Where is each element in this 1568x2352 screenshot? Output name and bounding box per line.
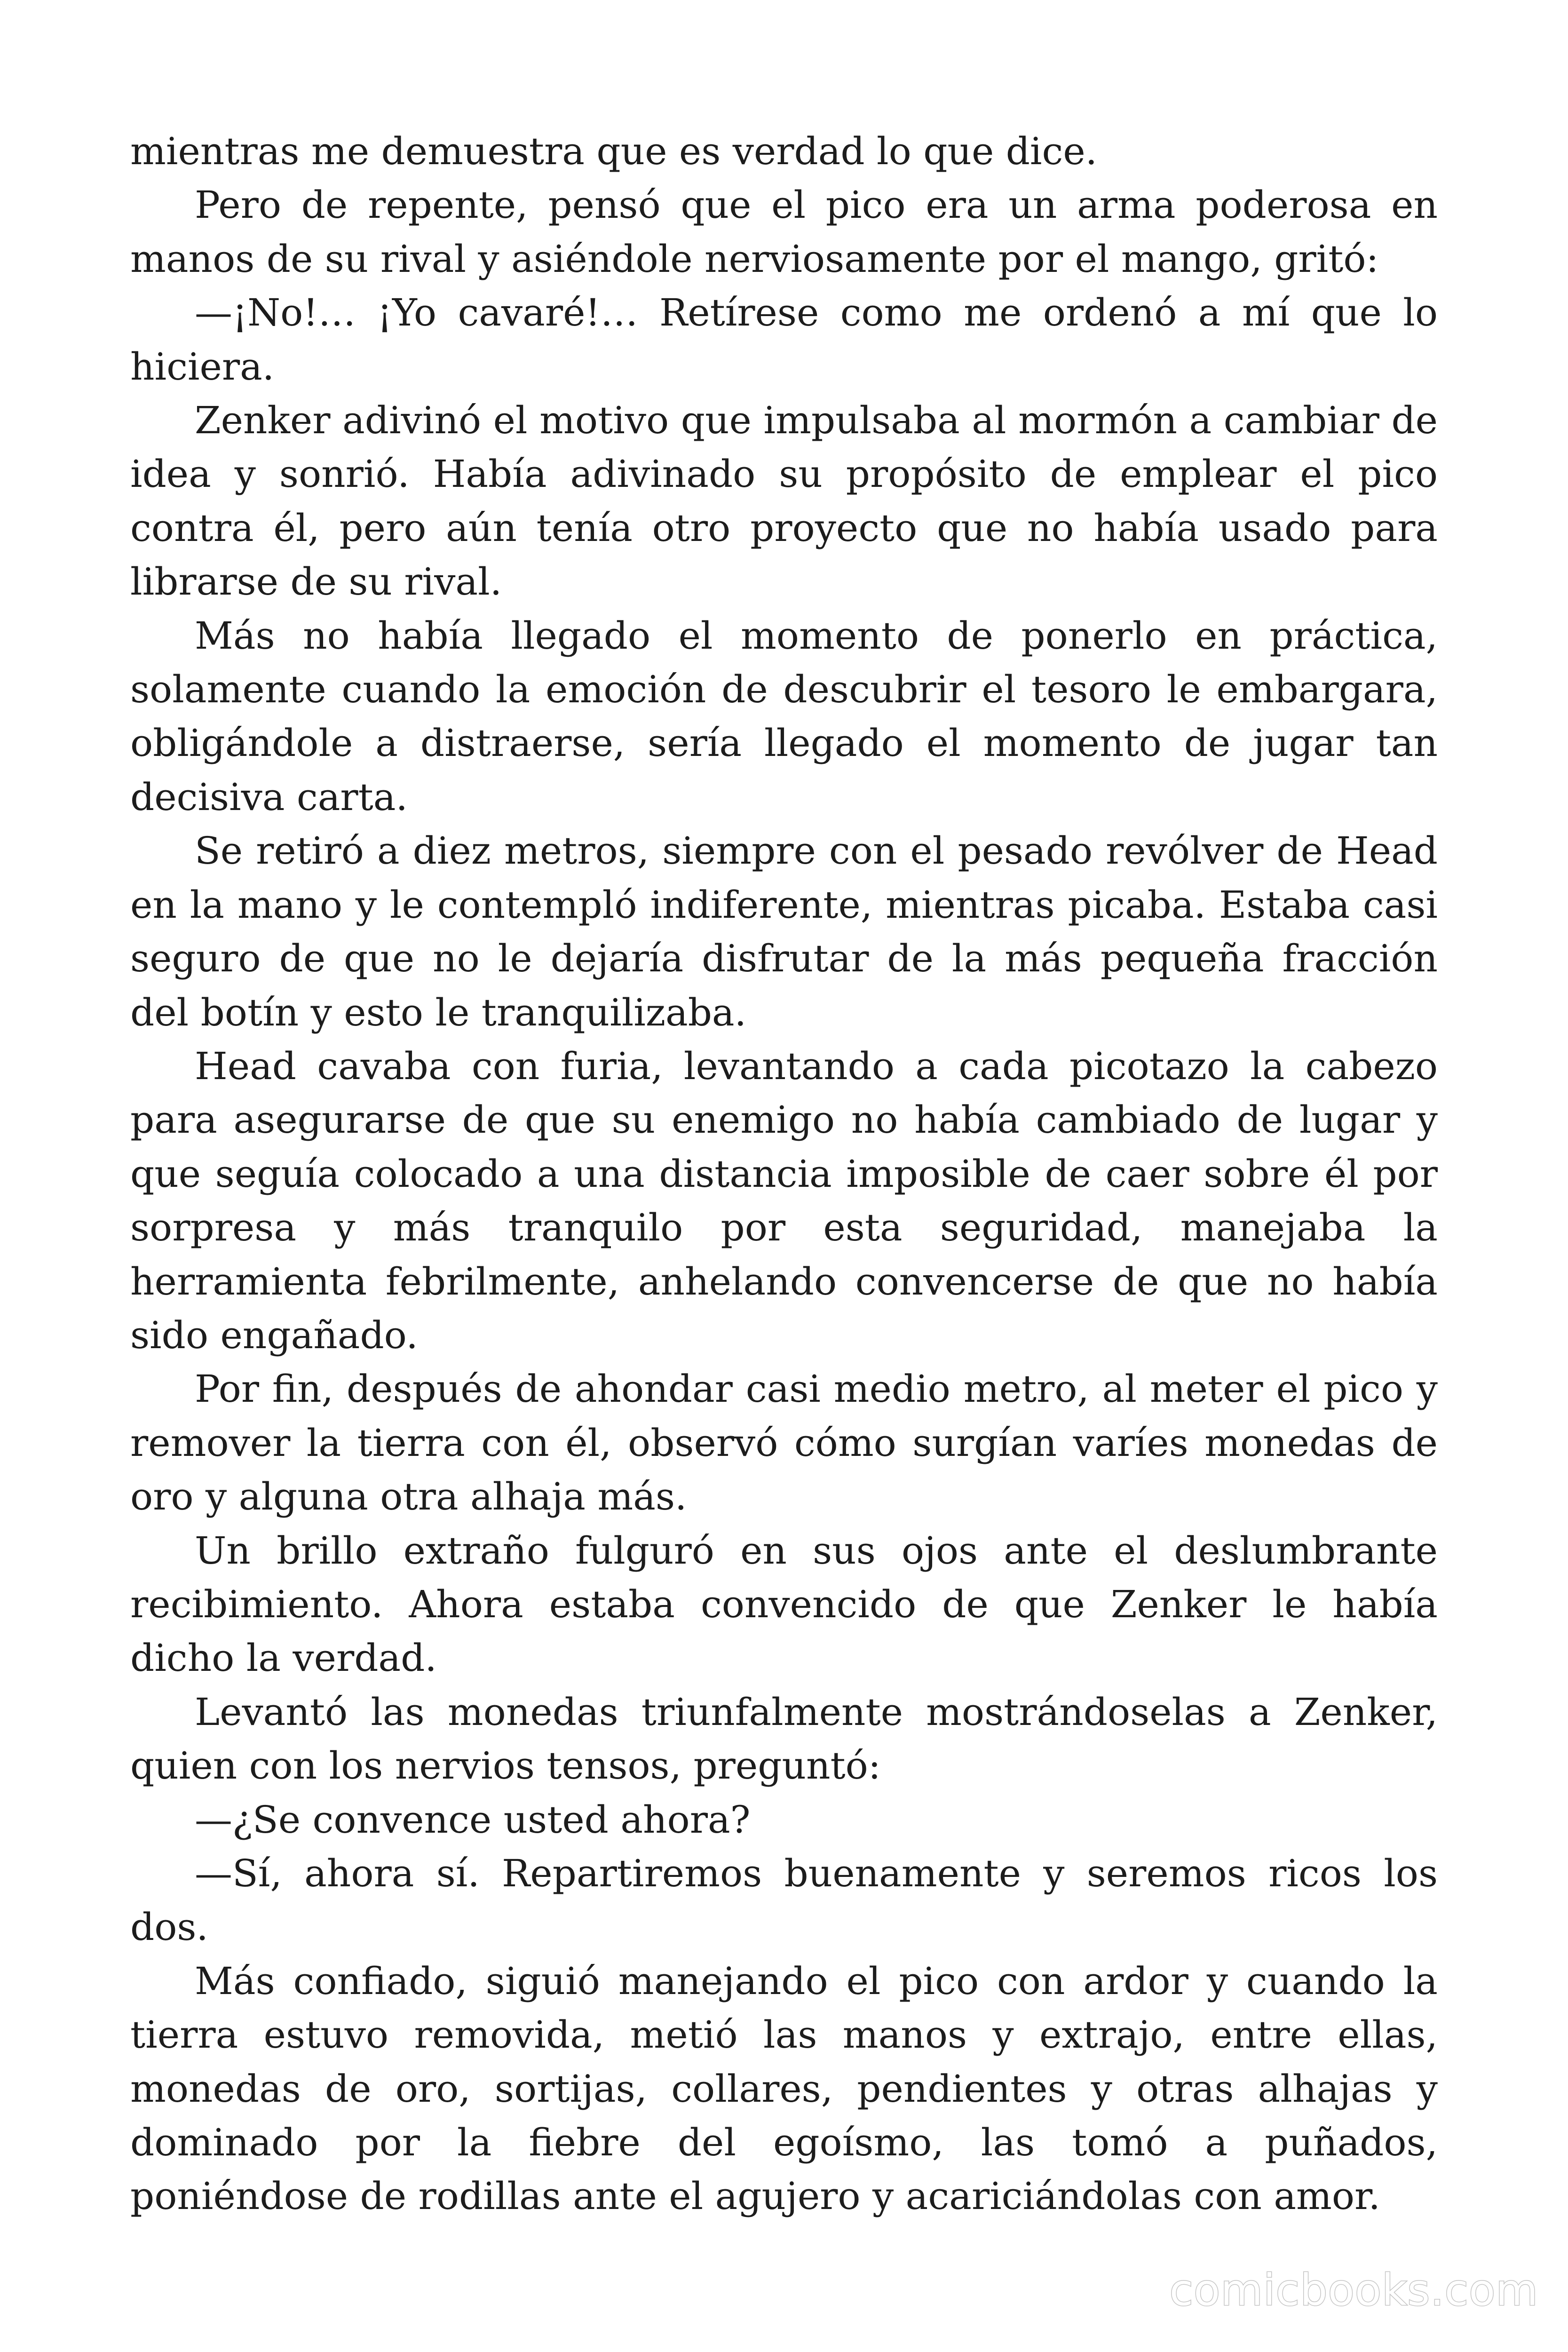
paragraph: Zenker adivinó el motivo que impulsaba al mormón a cambiar de idea y sonrió. Había adivinado su propósito de emplear el pico contra él, pero aún tenía otro proyecto que no había usado para librarse de su rival. (130, 398, 1438, 604)
paragraph: Levantó las monedas triunfalmente mostrándoselas a Zenker, quien con los nervios tensos, preguntó: (130, 1690, 1438, 1788)
paragraph: —¡No!… ¡Yo cavaré!… Retírese como me ordenó a mí que lo hiciera. (130, 291, 1438, 389)
paragraph: —¿Se convence usted ahora? (195, 1797, 751, 1842)
paragraph: mientras me demuestra que es verdad lo que dice. (130, 129, 1098, 173)
paragraph: Más confiado, siguió manejando el pico con ardor y cuando la tierra estuvo removida, metió las manos y extrajo, entre ellas, monedas de oro, sortijas, collares, pendientes y otras alhajas y dominado por la fiebre del egoísmo, las tomó a puñados, poniéndose de rodillas ante el agujero y acariciándolas con amor. (130, 1959, 1438, 2218)
paragraph: Head cavaba con furia, levantando a cada picotazo la cabezo para asegurarse de que su enemigo no había cambiado de lugar y que seguía colocado a una distancia imposible de caer sobre él por sorpresa y más tranquilo por esta seguridad, manejaba la herramienta febrilmente, anhelando convencerse de que no había sido engañado. (130, 1044, 1438, 1357)
paragraph: Por fin, después de ahondar casi medio metro, al meter el pico y remover la tierra con él, observó cómo surgían varíes monedas de oro y alguna otra alhaja más. (130, 1367, 1438, 1519)
paragraph: Se retiró a diez metros, siempre con el pesado revólver de Head en la mano y le contempló indiferente, mientras picaba. Estaba casi seguro de que no le dejaría disfrutar de la más pequeña fracción del botín y esto le tranquilizaba. (130, 829, 1438, 1034)
watermark: comicbooks.com (1169, 2265, 1538, 2315)
paragraph: Más no había llegado el momento de ponerlo en práctica, solamente cuando la emoción de descubrir el tesoro le embargara, obligándole a distraerse, sería llegado el momento de jugar tan decisiva carta. (130, 613, 1438, 819)
paragraph: —Sí, ahora sí. Repartiremos buenamente y seremos ricos los dos. (130, 1851, 1438, 1949)
paragraph: Un brillo extraño fulguró en sus ojos ante el deslumbrante recibimiento. Ahora estaba convencido de que Zenker le había dicho la verdad. (130, 1528, 1438, 1680)
paragraph: Pero de repente, pensó que el pico era un arma poderosa en manos de su rival y asiéndole nerviosamente por el mango, gritó: (130, 183, 1438, 281)
body-text (130, 125, 1438, 2224)
